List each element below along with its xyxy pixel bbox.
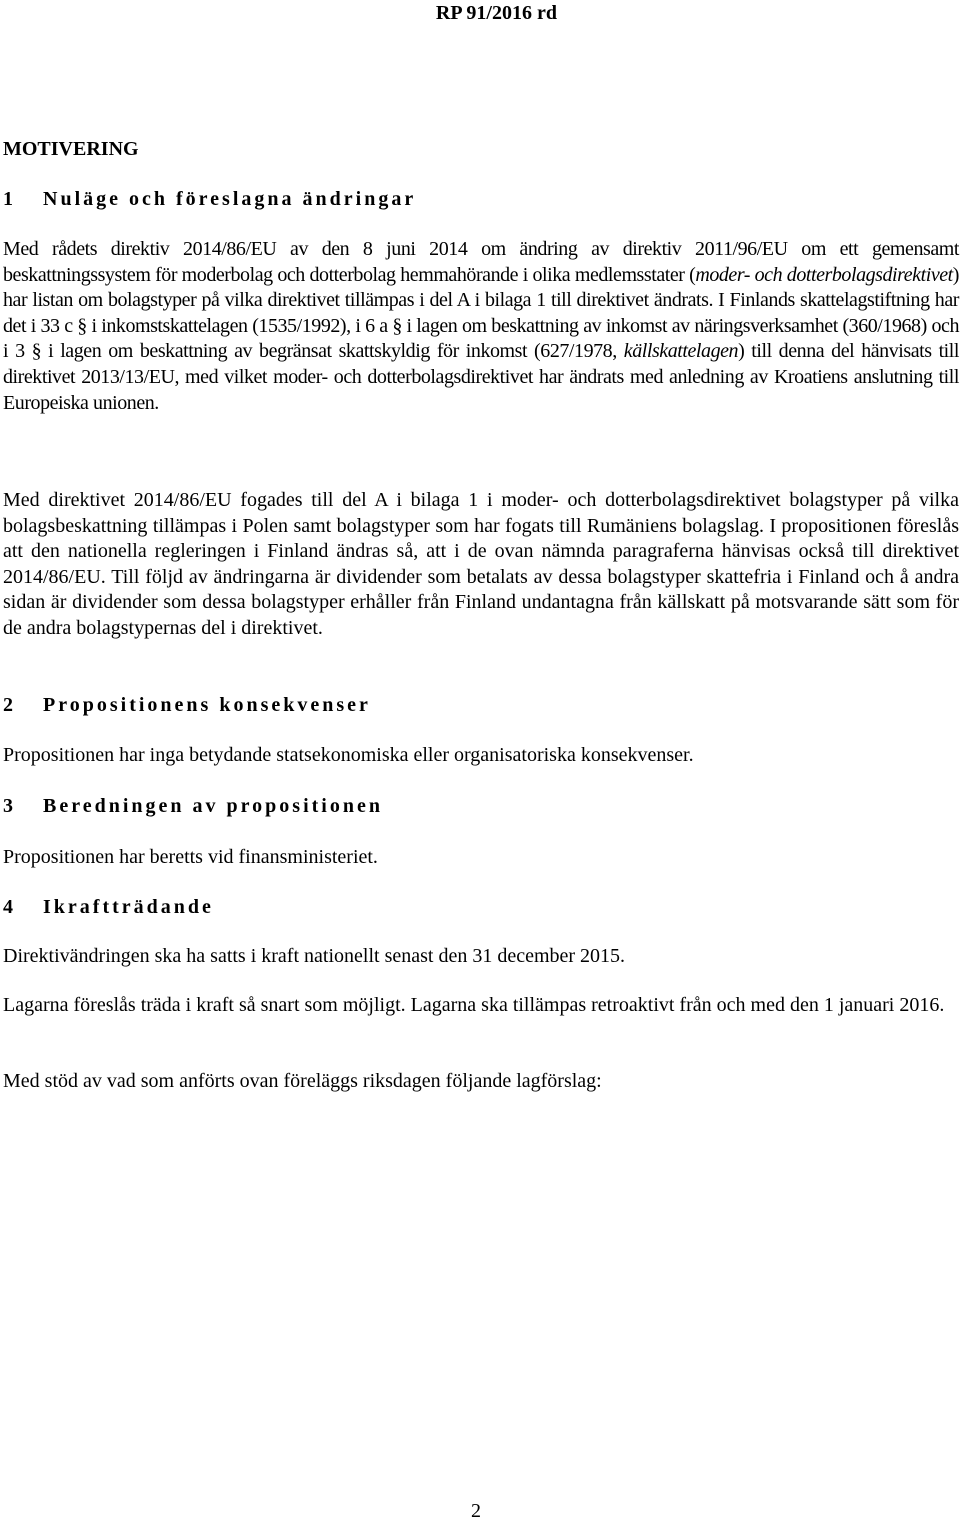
section-title: Ikraftträdande (43, 896, 214, 918)
section-heading-2 (3, 694, 371, 716)
main-title: MOTIVERING (3, 138, 139, 160)
italic-term: källskattelagen (623, 340, 739, 363)
section-1-paragraph-1 (3, 237, 959, 416)
section-1-paragraph-2: Med direktivet 2014/86/EU fogades till del A i bilaga 1 i moder- och dotterbolagsdirektivet bolagstyper på vilka bolagsbeskattning tillämpas i Polen samt bolagstyper som har fogats till Rumäniens bolagslag. I propositionen föreslås att den nationella regleringen i Finland ändras så, att i de ovan nämnda paragraferna hänvisas också till direktivet 2014/86/EU. Till följd av ändringarna är dividender som betalats av dessa bolagstyper skattefria i Finland och å andra sidan är dividender som dessa bolagstyper erhåller från Finland undantagna från källskatt på motsvarande sätt som för de andra bolagstypernas del i direktivet. (3, 489, 959, 639)
text-run: ) till denna del hänvisats till direktivet 2013/13/EU, med vilket moder- och dotterbolagsdirektivet har ändrats med anledning av Kroatiens anslutning till Europeiska unionen. (3, 340, 959, 414)
section-number: 3 (3, 795, 13, 817)
section-4-paragraph-1: Direktivändringen ska ha satts i kraft nationellt senast den 31 december 2015. (3, 945, 626, 967)
page-number: 2 (471, 1500, 481, 1522)
text-run: ) har listan om bolagstyper på vilka direktivet tillämpas i del A i bilaga 1 till direktivet ändrats. I Finlands skattelagstiftning har det i 33 c § i inkomstskattelagen (1535/1992), i 6 a § i lagen om beskattning av inkomst av näringsverksamhet (360/1968) och i 3 § i lagen om beskattning av begränsat skattskyldig för inkomst (627/1978, (3, 263, 959, 363)
document-header: RP 91/2016 rd (435, 2, 557, 24)
section-heading-1 (3, 188, 416, 210)
italic-term: moder- och dotterbolagsdirektivet (695, 263, 953, 286)
section-title: Nuläge och föreslagna ändringar (43, 188, 417, 210)
section-4-paragraph-3: Med stöd av vad som anförts ovan föreläggs riksdagen följande lagförslag: (3, 1070, 602, 1092)
section-title: Propositionens konsekvenser (43, 694, 371, 716)
section-heading-4 (3, 896, 214, 918)
section-number: 4 (3, 896, 13, 918)
section-4-paragraph-2: Lagarna föreslås träda i kraft så snart som möjligt. Lagarna ska tillämpas retroaktivt från och med den 1 januari 2016. (3, 994, 945, 1016)
section-3-paragraph-1: Propositionen har beretts vid finansministeriet. (3, 846, 378, 868)
section-2-paragraph-1: Propositionen har inga betydande statsekonomiska eller organisatoriska konsekvenser. (3, 744, 694, 766)
section-number: 1 (3, 188, 13, 210)
section-number: 2 (3, 694, 13, 716)
section-heading-3 (3, 795, 383, 817)
section-title: Beredningen av propositionen (43, 795, 383, 817)
text-run: Med rådets direktiv 2014/86/EU av den 8 juni 2014 om ändring av direktiv 2011/96/EU om ett gemensamt beskattningssystem för moderbolag och dotterbolag hemmahörande i olika medlemsstater ( (3, 238, 959, 286)
